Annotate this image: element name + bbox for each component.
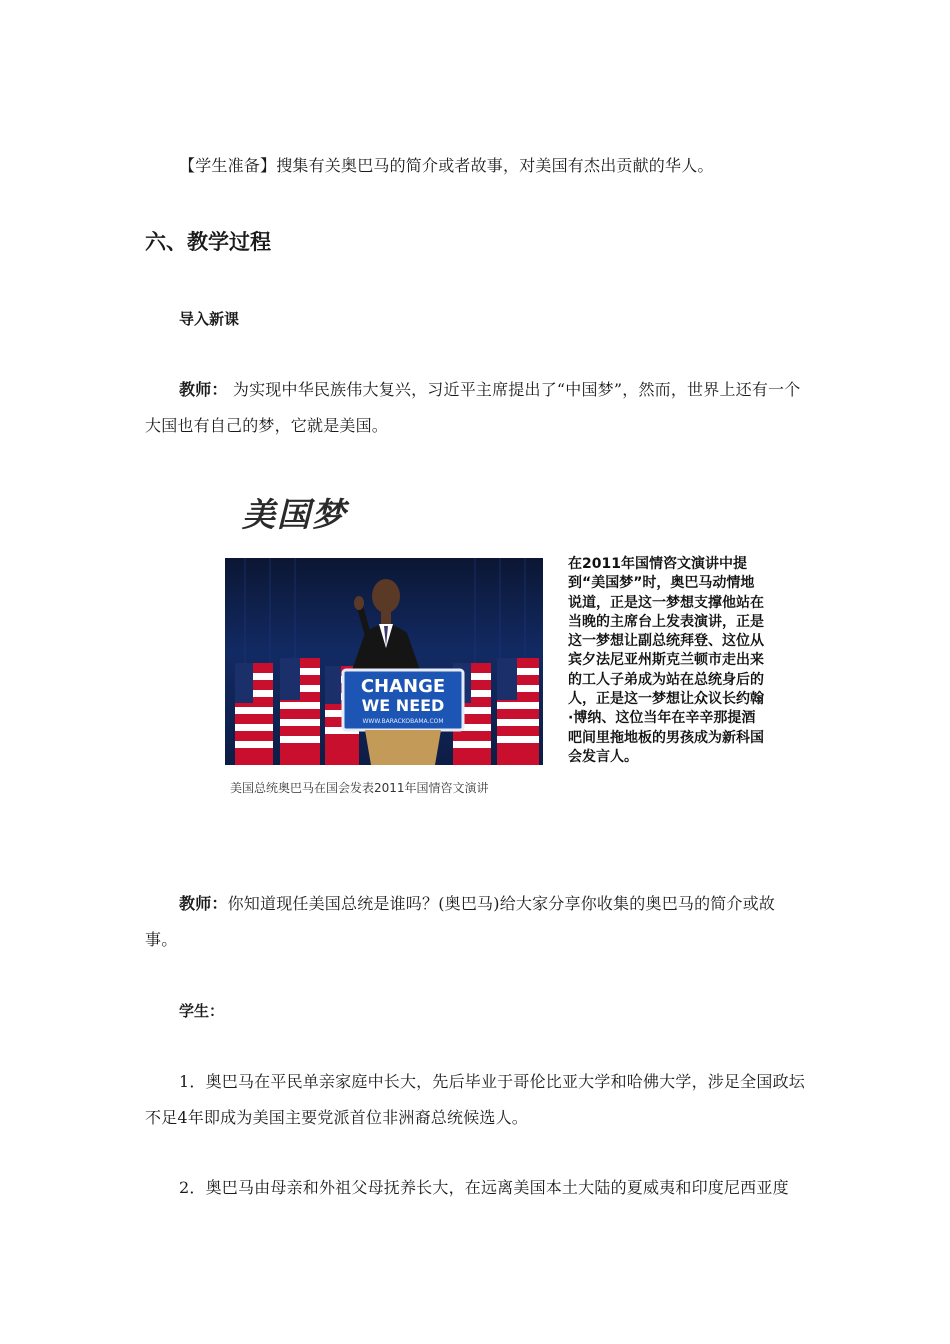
teacher-text-2: 你知道现任美国总统是谁吗？(奥巴马)给大家分享你收集的奥巴马的简介或故事。 bbox=[145, 894, 776, 949]
figure-side-text: 在2011年国情咨文演讲中提到“美国梦”时，奥巴马动情地说道，正是这一梦想支撑他站在当晚的主席台上发表演讲，正是这一梦想让副总统拜登、这位从宾夕法尼亚州斯克兰顿市走出来的工人子弟成为站在总统身后的人，正是这一梦想让众议长约翰·博纳、这位当年在辛辛那提酒吧间里拖地板的男孩成为新科国会发言人。 bbox=[568, 556, 764, 765]
teacher-label-2: 教师： bbox=[179, 894, 228, 913]
podium-line-1: CHANGE bbox=[360, 676, 446, 697]
podium-line-2: WE NEED bbox=[361, 696, 445, 715]
teacher-label: 教师： bbox=[179, 380, 228, 399]
section-heading: 六、教学过程 bbox=[145, 230, 271, 254]
student-prep-text: 搜集有关奥巴马的简介或者故事，对美国有杰出贡献的华人。 bbox=[276, 156, 714, 175]
podium bbox=[343, 670, 463, 765]
teacher-text-1: 为实现中华民族伟大复兴，习近平主席提出了“中国梦”，然而，世界上还有一个大国也有自己的梦，它就是美国。 bbox=[145, 380, 801, 435]
student-label: 学生： bbox=[179, 1002, 225, 1020]
speech-photo-illustration bbox=[225, 558, 543, 765]
list-item: 1．奥巴马在平民单亲家庭中长大，先后毕业于哥伦比亚大学和哈佛大学，涉足全国政坛不足4年即成为美国主要党派首位非洲裔总统候选人。 bbox=[145, 1072, 805, 1127]
intro-heading: 导入新课 bbox=[179, 310, 240, 328]
teacher-paragraph-2 bbox=[145, 886, 807, 958]
teacher-paragraph-1 bbox=[145, 372, 807, 444]
photo-caption: 美国总统奥巴马在国会发表2011年国情咨文演讲 bbox=[230, 781, 489, 795]
speech-photo bbox=[225, 558, 543, 765]
list-item: 2．奥巴马由母亲和外祖父母抚养长大，在远离美国本土大陆的夏威夷和印度尼西亚度 bbox=[179, 1178, 789, 1197]
american-dream-figure bbox=[222, 485, 772, 805]
flags-left bbox=[235, 658, 359, 765]
podium-url: WWW.BARACKOBAMA.COM bbox=[362, 718, 444, 725]
figure-title: 美国梦 bbox=[242, 495, 347, 534]
speaker-figure bbox=[351, 579, 421, 673]
student-prep-label: 【学生准备】 bbox=[179, 156, 277, 175]
student-prep-paragraph bbox=[145, 148, 807, 184]
flags-right bbox=[453, 658, 539, 765]
